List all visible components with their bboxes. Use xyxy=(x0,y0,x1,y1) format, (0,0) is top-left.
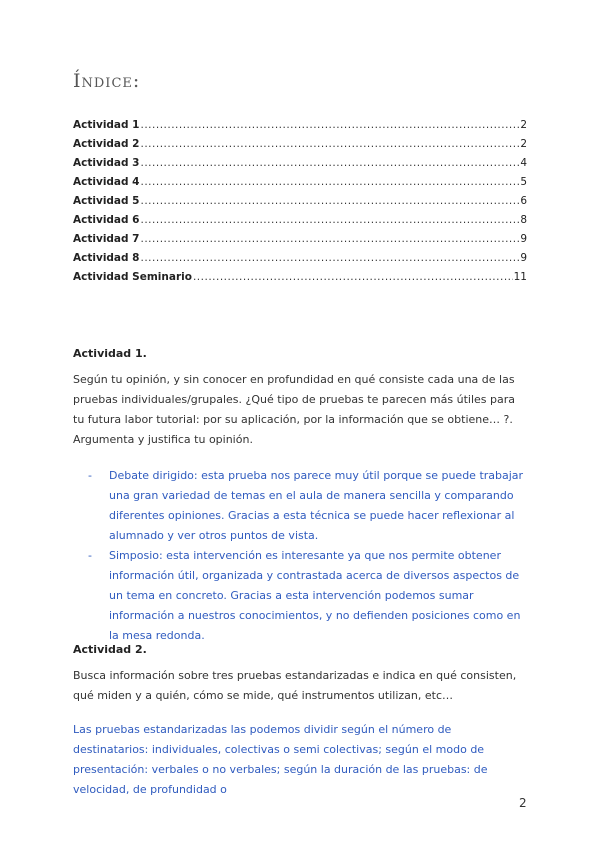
activity-1-section xyxy=(73,347,528,646)
toc-entry-label: Actividad Seminario xyxy=(73,271,192,283)
toc-entry[interactable] xyxy=(73,176,527,195)
toc-entry-label: Actividad 1 xyxy=(73,119,140,131)
activity-1-answer-list xyxy=(73,466,528,646)
toc-entry-page: 6 xyxy=(520,195,527,207)
toc-leader-dots xyxy=(141,138,520,150)
toc-entry[interactable] xyxy=(73,138,527,157)
toc-entry-label: Actividad 5 xyxy=(73,195,140,207)
toc-leader-dots xyxy=(141,252,520,264)
activity-1-answer-debate: Debate dirigido: esta prueba nos parece muy útil porque se puede trabajar una gran variedad de temas en el aula de manera sencilla y comparando diferentes opiniones. Gracias a esta técnica se puede hacer reflexionar al alumnado y ver otros puntos de vista. xyxy=(109,469,524,542)
list-item xyxy=(73,466,528,546)
toc-entry-label: Actividad 3 xyxy=(73,157,140,169)
toc-entry-label: Actividad 2 xyxy=(73,138,140,150)
toc-entry-page: 5 xyxy=(520,176,527,188)
toc-leader-dots xyxy=(141,195,520,207)
list-item xyxy=(73,546,528,646)
bullet-dash-icon: - xyxy=(88,469,92,482)
table-of-contents xyxy=(73,119,527,290)
toc-entry[interactable] xyxy=(73,233,527,252)
activity-1-question: Según tu opinión, y sin conocer en profundidad en qué consiste cada una de las pruebas individuales/grupales. ¿Qué tipo de pruebas te parecen más útiles para tu futura labor tutorial: por su aplicación, por la información que se obtiene… ?. Argumenta y justifica tu opinión. xyxy=(73,373,515,446)
bullet-dash-icon: - xyxy=(88,549,92,562)
activity-2-section xyxy=(73,643,528,800)
index-title: Índice: xyxy=(73,70,141,92)
toc-leader-dots xyxy=(141,233,520,245)
toc-entry-label: Actividad 8 xyxy=(73,252,140,264)
toc-entry-page: 8 xyxy=(520,214,527,226)
toc-entry[interactable] xyxy=(73,252,527,271)
toc-leader-dots xyxy=(141,176,520,188)
activity-2-answer: Las pruebas estandarizadas las podemos dividir según el número de destinatarios: individuales, colectivas o semi colectivas; según el modo de presentación: verbales o no verbales; según la duración de las pruebas: de velocidad, de profundidad o xyxy=(73,723,488,796)
toc-entry-label: Actividad 4 xyxy=(73,176,140,188)
toc-entry[interactable] xyxy=(73,119,527,138)
toc-entry[interactable] xyxy=(73,157,527,176)
toc-entry-page: 9 xyxy=(520,233,527,245)
toc-leader-dots xyxy=(141,157,520,169)
toc-entry-page: 2 xyxy=(520,138,527,150)
toc-entry-label: Actividad 7 xyxy=(73,233,140,245)
activity-2-heading: Actividad 2. xyxy=(73,643,147,656)
toc-entry[interactable] xyxy=(73,195,527,214)
toc-leader-dots xyxy=(141,119,520,131)
toc-leader-dots xyxy=(141,214,520,226)
toc-entry-page: 2 xyxy=(520,119,527,131)
activity-2-question: Busca información sobre tres pruebas estandarizadas e indica en qué consisten, qué miden y a quién, cómo se mide, qué instrumentos utilizan, etc… xyxy=(73,669,517,702)
toc-leader-dots xyxy=(193,271,513,283)
activity-1-heading: Actividad 1. xyxy=(73,347,147,360)
toc-entry-page: 9 xyxy=(520,252,527,264)
toc-entry-page: 11 xyxy=(513,271,527,283)
activity-1-answer-simposio: Simposio: esta intervención es interesante ya que nos permite obtener información útil, organizada y contrastada acerca de diversos aspectos de un tema en concreto. Gracias a esta intervención podemos sumar información a nuestros conocimientos, y no defienden posiciones como en la mesa redonda. xyxy=(109,549,521,642)
toc-entry[interactable] xyxy=(73,214,527,233)
toc-entry-label: Actividad 6 xyxy=(73,214,140,226)
toc-entry[interactable] xyxy=(73,271,527,290)
page-number: 2 xyxy=(519,796,527,810)
toc-entry-page: 4 xyxy=(520,157,527,169)
